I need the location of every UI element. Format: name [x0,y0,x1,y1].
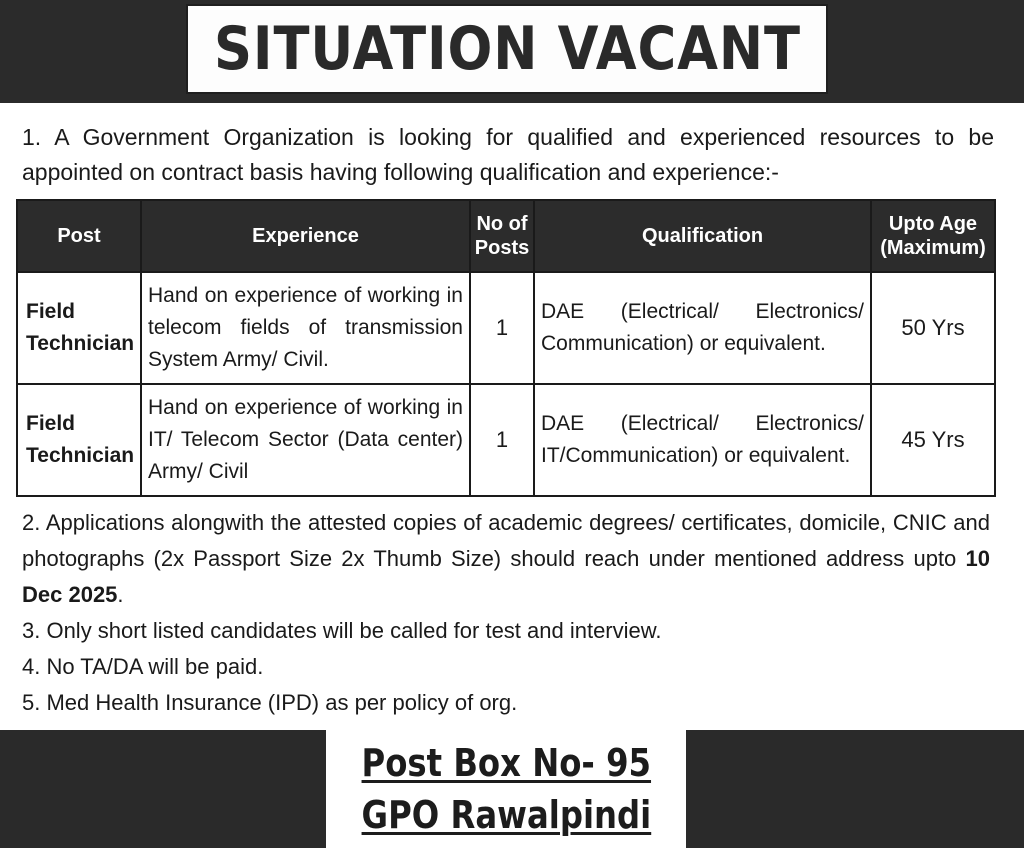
address-box [326,730,686,848]
post-line1: Field [26,300,76,323]
post-cell [17,384,141,496]
vacancy-table [16,199,996,497]
note-shortlisted: 3. Only short listed candidates will be called for test and interview. [22,618,662,643]
title-box [186,4,828,94]
qualification-cell: DAE (Electrical/ Electronics/ Communication) or equivalent. [534,272,871,384]
header-qualification: Qualification [534,200,871,272]
age-cell: 45 Yrs [871,384,995,496]
table-row [17,272,995,384]
experience-cell: Hand on experience of working in telecom fields of transmission System Army/ Civil. [141,272,470,384]
table-row [17,384,995,496]
post-line2: Technician [26,444,135,467]
header-no-of-posts-line2: Posts [474,237,530,259]
note-health-insurance: 5. Med Health Insurance (IPD) as per policy of org. [22,690,518,715]
header-no-of-posts-line1: No of [476,213,528,235]
notes-list [22,505,990,721]
intro-paragraph: 1. A Government Organization is looking for qualified and experienced resources to be appointed on contract basis having following qualification and experience:- [22,124,994,185]
posts-count-cell: 1 [470,272,534,384]
note-applications-text: 2. Applications alongwith the attested copies of academic degrees/ certificates, domicile, CNIC and photographs (2x Passport Size 2x Thumb Size) should reach under mentioned address upto [22,510,990,571]
header-age-line2: (Maximum) [880,237,986,259]
page-title: SITUATION VACANT [213,14,801,84]
qualification-cell: DAE (Electrical/ Electronics/ IT/Communication) or equivalent. [534,384,871,496]
gpo-line: GPO Rawalpindi [361,793,651,837]
experience-cell: Hand on experience of working in IT/ Telecom Sector (Data center) Army/ Civil [141,384,470,496]
post-box-line: Post Box No- 95 [361,741,651,785]
table-header-row [17,200,995,272]
header-age-line1: Upto Age [888,213,978,235]
posts-count-cell: 1 [470,384,534,496]
note-applications-end: . [117,582,124,607]
post-line1: Field [26,412,76,435]
header-experience: Experience [141,200,470,272]
note-applications [22,505,990,613]
header-no-of-posts [470,200,534,272]
post-line2: Technician [26,332,135,355]
header-post: Post [17,200,141,272]
header-age [871,200,995,272]
note-ta-da: 4. No TA/DA will be paid. [22,654,264,679]
post-cell [17,272,141,384]
age-cell: 50 Yrs [871,272,995,384]
deadline-date: 10 Dec 2025 [22,546,990,607]
